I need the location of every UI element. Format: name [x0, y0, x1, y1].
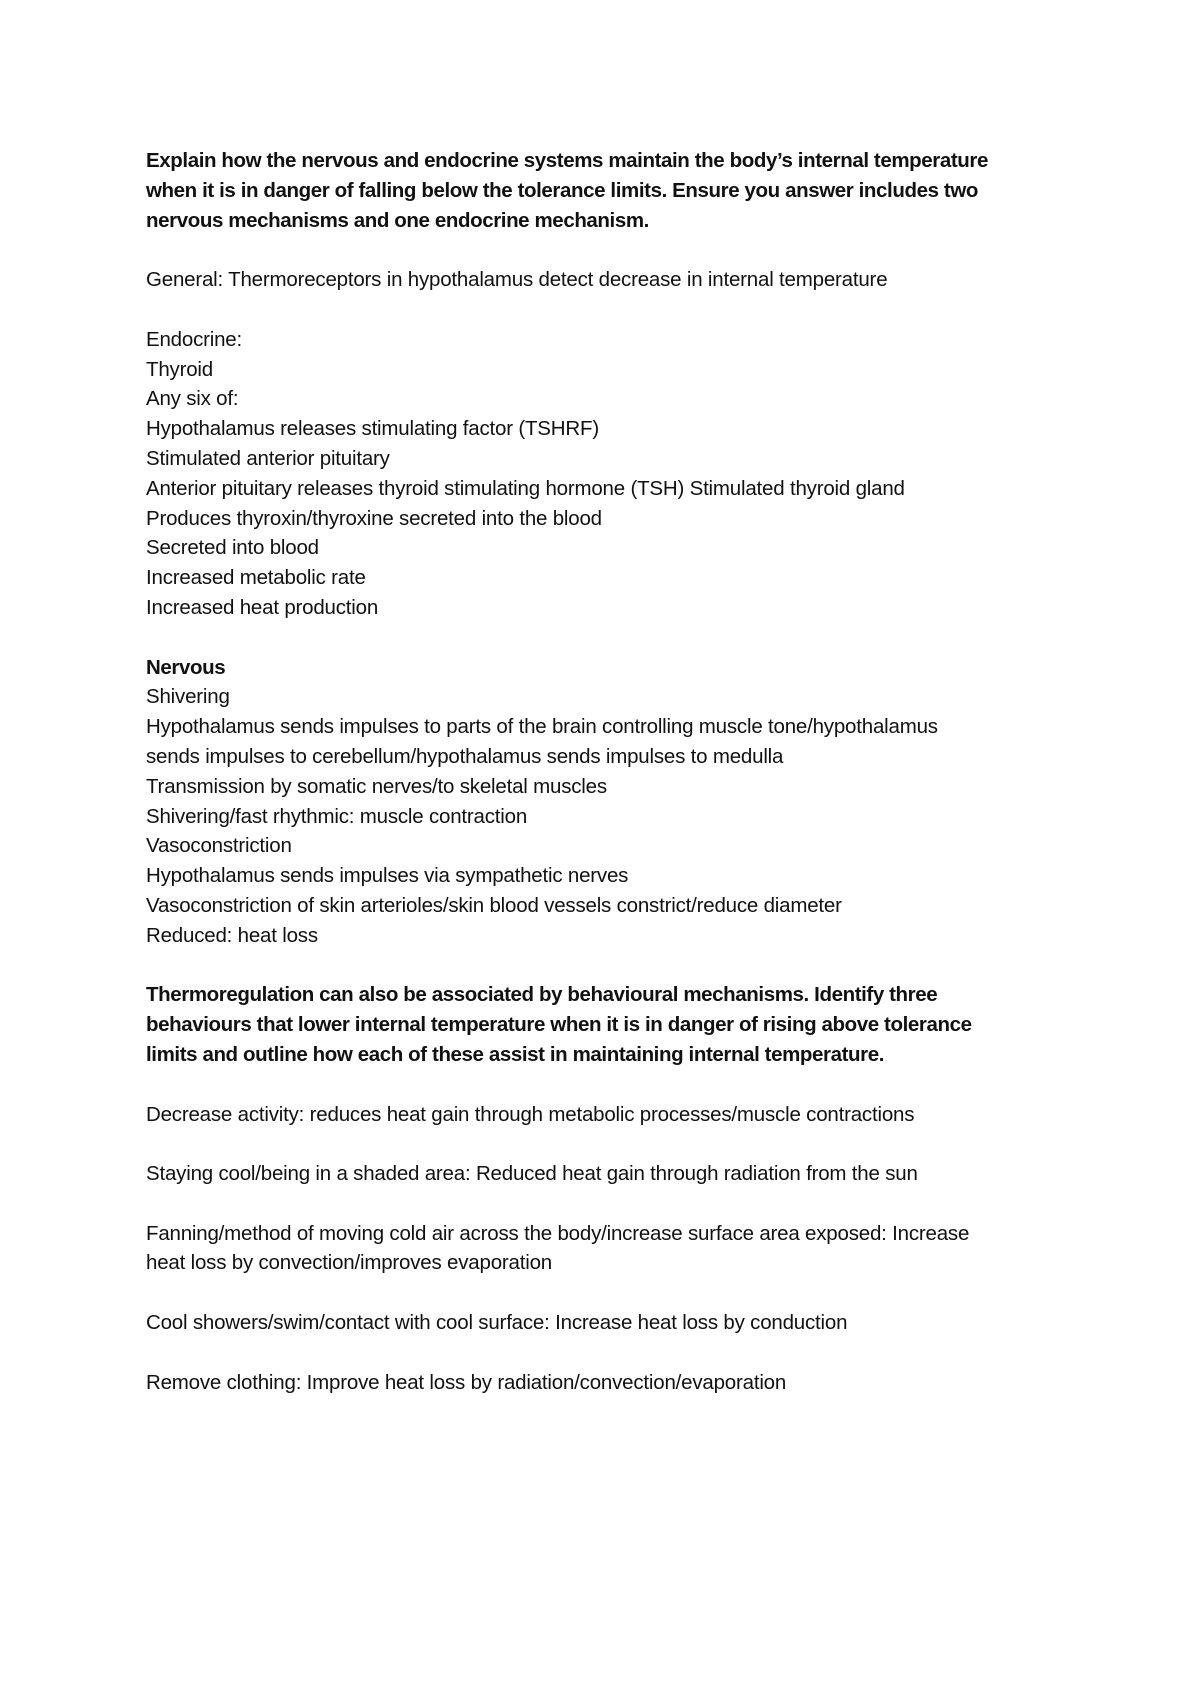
endocrine-heading: Endocrine:: [146, 327, 243, 351]
endocrine-line: Thyroid: [146, 357, 213, 381]
spacer: [146, 1070, 1076, 1100]
question-1: [146, 146, 1076, 235]
behaviour-item-continued: heat loss by convection/improves evaporation: [146, 1251, 552, 1275]
behaviour-item: Cool showers/swim/contact with cool surface: Increase heat loss by conduction: [146, 1311, 848, 1335]
question-1-line: Explain how the nervous and endocrine systems maintain the body’s internal temperature: [146, 149, 988, 172]
nervous-line: Vasoconstriction: [146, 834, 292, 858]
behaviour-item: Remove clothing: Improve heat loss by radiation/convection/evaporation: [146, 1370, 787, 1394]
nervous-line: Hypothalamus sends impulses to parts of the brain controlling muscle tone/hypothalamus: [146, 715, 938, 739]
question-2-line: limits and outline how each of these assist in maintaining internal temperature.: [146, 1042, 885, 1066]
nervous-heading: Nervous: [146, 655, 226, 679]
endocrine-line: Secreted into blood: [146, 536, 319, 560]
document-page: [146, 146, 1076, 1397]
endocrine-line: Any six of:: [146, 387, 239, 411]
nervous-line: Transmission by somatic nerves/to skeletal muscles: [146, 774, 607, 798]
spacer: [146, 295, 1076, 325]
question-1-line: nervous mechanisms and one endocrine mechanism.: [146, 208, 649, 232]
nervous-line: Shivering: [146, 685, 230, 709]
endocrine-line: Hypothalamus releases stimulating factor (TSHRF): [146, 417, 599, 441]
behaviour-item: Fanning/method of moving cold air across the body/increase surface area exposed: Increase: [146, 1221, 970, 1245]
nervous-line: Hypothalamus sends impulses via sympathetic nerves: [146, 864, 629, 888]
endocrine-line: Increased heat production: [146, 595, 379, 619]
spacer: [146, 235, 1076, 265]
question-2-line: behaviours that lower internal temperature when it is in danger of rising above tolerance: [146, 1013, 972, 1037]
endocrine-section: [146, 325, 1076, 623]
endocrine-line: Anterior pituitary releases thyroid stimulating hormone (TSH) Stimulated thyroid gland: [146, 476, 905, 500]
nervous-line: sends impulses to cerebellum/hypothalamus sends impulses to medulla: [146, 744, 784, 768]
endocrine-line: Produces thyroxin/thyroxine secreted into the blood: [146, 506, 602, 530]
endocrine-line: Stimulated anterior pituitary: [146, 446, 390, 470]
question-2-line: Thermoregulation can also be associated by behavioural mechanisms. Identify three: [146, 983, 938, 1007]
question-2: [146, 980, 1076, 1069]
question-1-line: when it is in danger of falling below the tolerance limits. Ensure you answer includes two: [146, 178, 978, 202]
spacer: [146, 623, 1076, 653]
behaviour-item: Staying cool/being in a shaded area: Reduced heat gain through radiation from the sun: [146, 1162, 918, 1186]
spacer: [146, 951, 1076, 981]
behaviours-section: [146, 1100, 1076, 1398]
nervous-line: Vasoconstriction of skin arterioles/skin blood vessels constrict/reduce diameter: [146, 893, 842, 917]
nervous-line: Reduced: heat loss: [146, 923, 318, 947]
nervous-line: Shivering/fast rhythmic: muscle contraction: [146, 804, 528, 828]
spacer: [146, 1129, 1076, 1159]
nervous-section: [146, 653, 1076, 951]
spacer: [146, 1278, 1076, 1308]
general-answer: General: Thermoreceptors in hypothalamus detect decrease in internal temperature: [146, 268, 888, 292]
spacer: [146, 1338, 1076, 1368]
spacer: [146, 1189, 1076, 1219]
endocrine-line: Increased metabolic rate: [146, 566, 366, 590]
behaviour-item: Decrease activity: reduces heat gain through metabolic processes/muscle contractions: [146, 1102, 915, 1126]
